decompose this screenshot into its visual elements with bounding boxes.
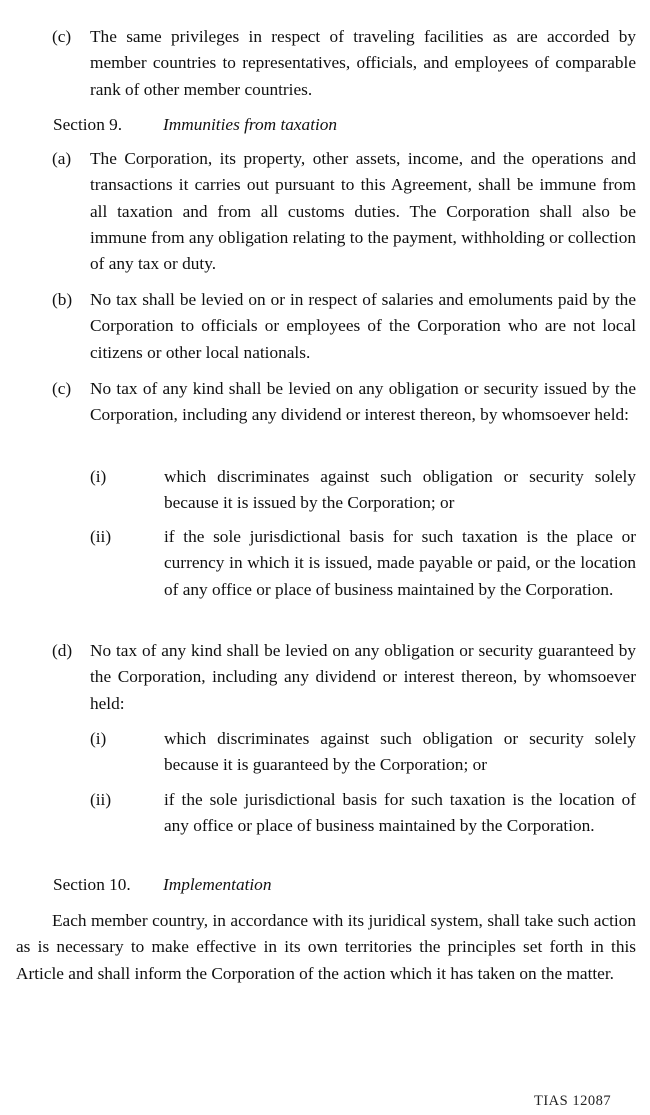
page-footer: TIAS 12087	[534, 1093, 612, 1109]
item-label: (c)	[52, 379, 72, 398]
item-label: (b)	[52, 290, 73, 309]
subitem-text: if the sole jurisdictional basis for such taxation is the place or currency in which it is issued, made payable or paid, or the location of any office or place of business maintained by the Corporation.	[164, 527, 636, 599]
item-text: No tax shall be levied on or in respect of salaries and emoluments paid by the Corporation to officials or employees of the Corporation who are not local citizens or other local nationals.	[90, 290, 636, 362]
subitem-label: (i)	[90, 467, 107, 486]
section-heading	[53, 872, 272, 898]
section-number: Section 10.	[53, 875, 131, 894]
section-number: Section 9.	[53, 115, 123, 134]
section-heading	[53, 112, 338, 138]
item-text: No tax of any kind shall be levied on any obligation or security issued by the Corporation, including any dividend or interest thereon, by whomsoever held:	[90, 379, 636, 425]
subitem-text: if the sole jurisdictional basis for such taxation is the location of any office or place of business maintained by the Corporation.	[164, 790, 636, 836]
item-label: (d)	[52, 641, 73, 660]
subitem-label: (i)	[90, 729, 107, 748]
section-title: Implementation	[163, 875, 272, 894]
item-text: The same privileges in respect of traveling facilities as are accorded by member countries to representatives, officials, and employees of comparable rank of other member countries.	[90, 27, 636, 99]
item-text: The Corporation, its property, other assets, income, and the operations and transactions it carries out pursuant to this Agreement, shall be immune from all taxation and from all customs duties. The Corporation shall also be immune from any obligation relating to the payment, withholding or collection of any tax or duty.	[90, 149, 636, 274]
item-text: No tax of any kind shall be levied on any obligation or security guaranteed by the Corporation, including any dividend or interest thereon, by whomsoever held:	[90, 641, 636, 713]
subitem-text: which discriminates against such obligation or security solely because it is issued by the Corporation; or	[164, 467, 636, 513]
body-paragraph: Each member country, in accordance with its juridical system, shall take such action as is necessary to make effective in its own territories the principles set forth in this Article and shall inform the Corporation of the action which it has taken on the matter.	[16, 911, 636, 983]
item-label: (a)	[52, 149, 72, 168]
item-label: (c)	[52, 27, 72, 46]
subitem-text: which discriminates against such obligation or security solely because it is guaranteed by the Corporation; or	[164, 729, 636, 775]
section-title: Immunities from taxation	[163, 115, 338, 134]
subitem-label: (ii)	[90, 527, 112, 546]
subitem-label: (ii)	[90, 790, 112, 809]
